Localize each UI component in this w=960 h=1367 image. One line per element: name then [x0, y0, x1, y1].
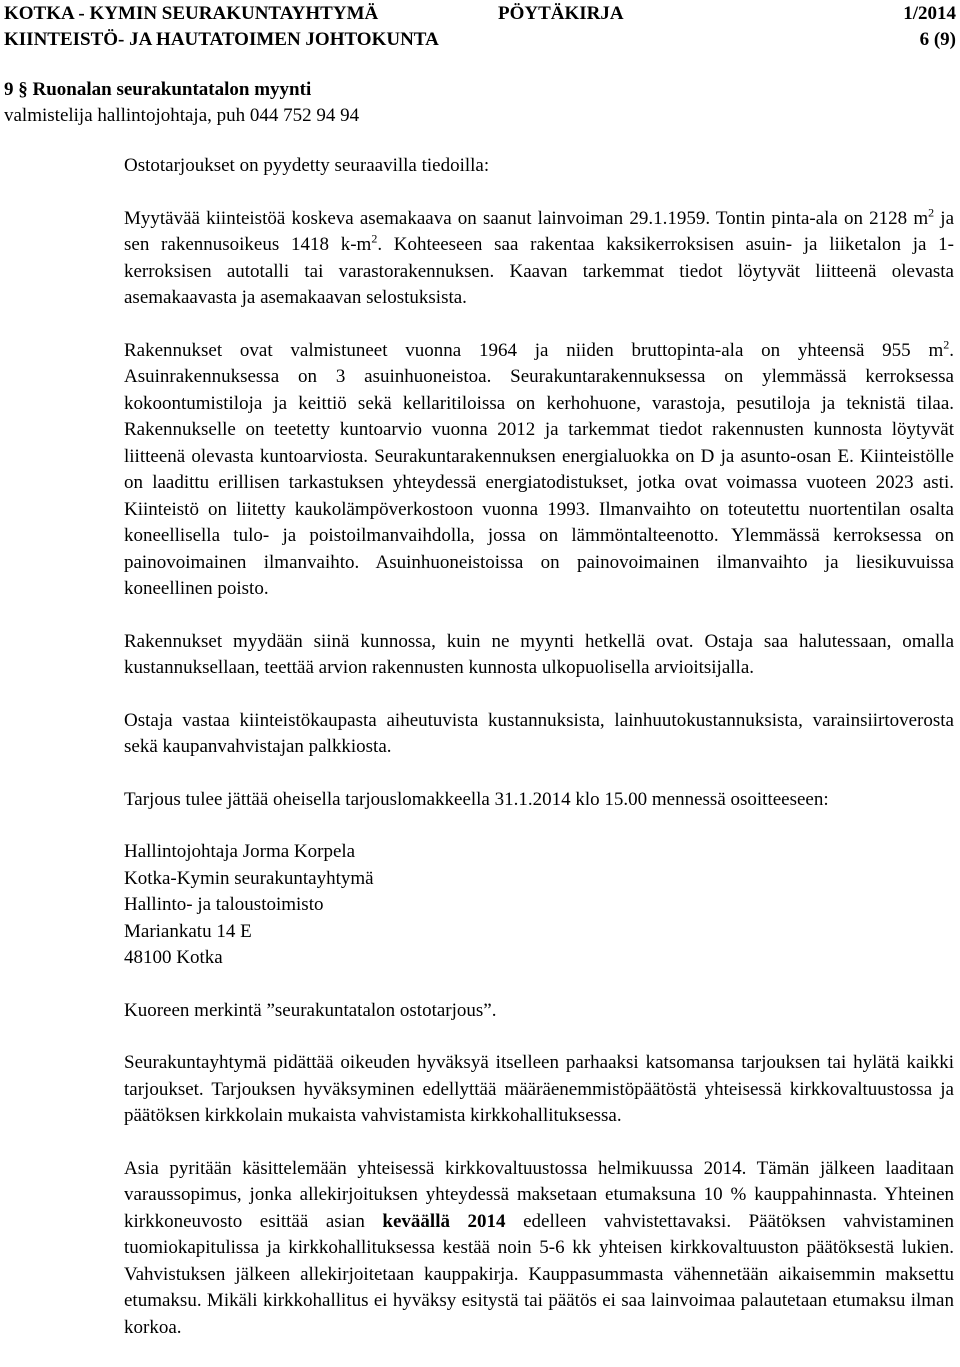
organization-name: KOTKA - KYMIN SEURAKUNTAYHTYMÄ: [4, 3, 379, 24]
paragraph-zoning: Myytävää kiinteistöä koskeva asemakaava on saanut lainvoiman 29.1.1959. Tontin pinta-ala on 2128 $m^2$ ja sen rakennusoikeus 1418 $k-m^2$. Kohteeseen saa rakentaa kaksikerroksisen asuin- ja liiketalon ja 1-kerroksisen autotalli tai varastorakennuksen. Kaavan tarkemmat tiedot löytyvät liitteenä olevasta asemakaavasta ja asemakaavan selostuksista.: [124, 205, 954, 308]
address-postal: 48100 Kotka: [124, 947, 223, 968]
paragraph-costs: Ostaja vastaa kiinteistökaupasta aiheutuvista kustannuksista, lainhuutokustannuksista, varainsiirtoverosta sekä kaupanvahvistajan palkkiosta.: [124, 709, 954, 757]
section-title: 9 § Ruonalan seurakuntatalon myynti: [4, 79, 312, 100]
paragraph-condition: Rakennukset myydään siinä kunnossa, kuin ne myynti hetkellä ovat. Ostaja saa halutessaan, omalla kustannuksellaan, teettää arvion rakennusten kunnosta ulkopuolisella arvioitsijalla.: [124, 630, 954, 678]
address-street: Mariankatu 14 E: [124, 920, 252, 942]
paragraph-buildings: Rakennukset ovat valmistuneet vuonna 1964 ja niiden bruttopinta-ala on yhteensä 955 $m^2$. Asuinrakennuksessa on 3 asuinhuoneistoa. Seurakuntarakennuksessa on ylemmässä kerroksessa kokoontumistiloja ja keittiö sekä kellaritiloissa on kerhohuone, varastoja, pesutiloja ja teknistä tilaa. Rakennukselle on teetetty kuntoarvio vuonna 2012 ja tarkemmat tiedot rakennusten kunnosta löytyvät liitteenä olevasta kuntoarviosta. Seurakuntarakennuksen energialuokka on D ja asunto-osan E. Kiinteistölle on laadittu erillisen tarkastuksen yhteydessä energiatodistukset, jotka ovat voimassa vuoteen 2023 asti. Kiinteistö on liitetty kaukolämpöverkostoon vuonna 1993. Ilmanvaihto on toteutettu nuortentilan osalta koneellisella tulo- ja poistoilmanvaihdolla, jossa on lämmöntalteenotto. Ylemmässä kerroksessa on painovoimainen ilmanvaihto. Asuinhuoneistoissa on painovoimainen ilmanvaihto ja liesikuvuissa koneellinen poisto.: [124, 337, 954, 599]
paragraph-process: Asia pyritään käsittelemään yhteisessä kirkkovaltuustossa helmikuussa 2014. Tämän jälkeen laaditaan varaussopimus, jonka allekirjoituksen yhteydessä maksetaan etumaksuna 10 % kauppahinnasta. Yhteinen kirkkoneuvosto esittää asian keväällä 2014 edelleen vahvistettavaksi. Päätöksen vahvistaminen tuomiokapitulissa ja kirkkohallituksessa kestää noin 5-6 kk yhteisen kirkkovaltuuston päätöksestä lukien. Vahvistuksen jälkeen allekirjoitetaan kauppakirja. Kauppasummasta vähennetään aikaisemmin maksettu etumaksu. Mikäli kirkkohallitus ei hyväksy esitystä tai päätös ei saa lainvoimaa palautetaan etumaksu ilman korkoa.: [124, 1157, 955, 1338]
page-number: 6 (9): [919, 29, 956, 50]
address-department: Hallinto- ja taloustoimisto: [124, 894, 324, 915]
paragraph-rights: Seurakuntayhtymä pidättää oikeuden hyväksyä itselleen parhaaksi katsomansa tarjouksen tai hylätä kaikki tarjoukset. Tarjouksen hyväksyminen edellyttää määräenemmistöpäätöstä yhteisessä kirkkovaltuustossa ja päätöksen kirkkolain mukaista vahvistamista kirkkohallituksessa.: [124, 1052, 954, 1126]
address-name: Hallintojohtaja Jorma Korpela: [124, 841, 356, 862]
document-body: [124, 153, 954, 1367]
paragraph-submission: Tarjous tulee jättää oheisella tarjouslomakkeella 31.1.2014 klo 15.00 mennessä osoitteeseen:: [124, 788, 829, 810]
document-number: 1/2014: [903, 3, 956, 24]
paragraph-envelope: Kuoreen merkintä ”seurakuntatalon ostotarjous”.: [124, 999, 497, 1021]
document-type: PÖYTÄKIRJA: [498, 3, 624, 24]
address-block: [124, 839, 954, 972]
board-name: KIINTEISTÖ- JA HAUTATOIMEN JOHTOKUNTA: [4, 29, 439, 50]
paragraph-intro: Ostotarjoukset on pyydetty seuraavilla tiedoilla:: [124, 155, 490, 176]
address-organization: Kotka-Kymin seurakuntayhtymä: [124, 867, 374, 889]
preparer-line: valmistelija hallintojohtaja, puh 044 752 94 94: [4, 105, 360, 126]
